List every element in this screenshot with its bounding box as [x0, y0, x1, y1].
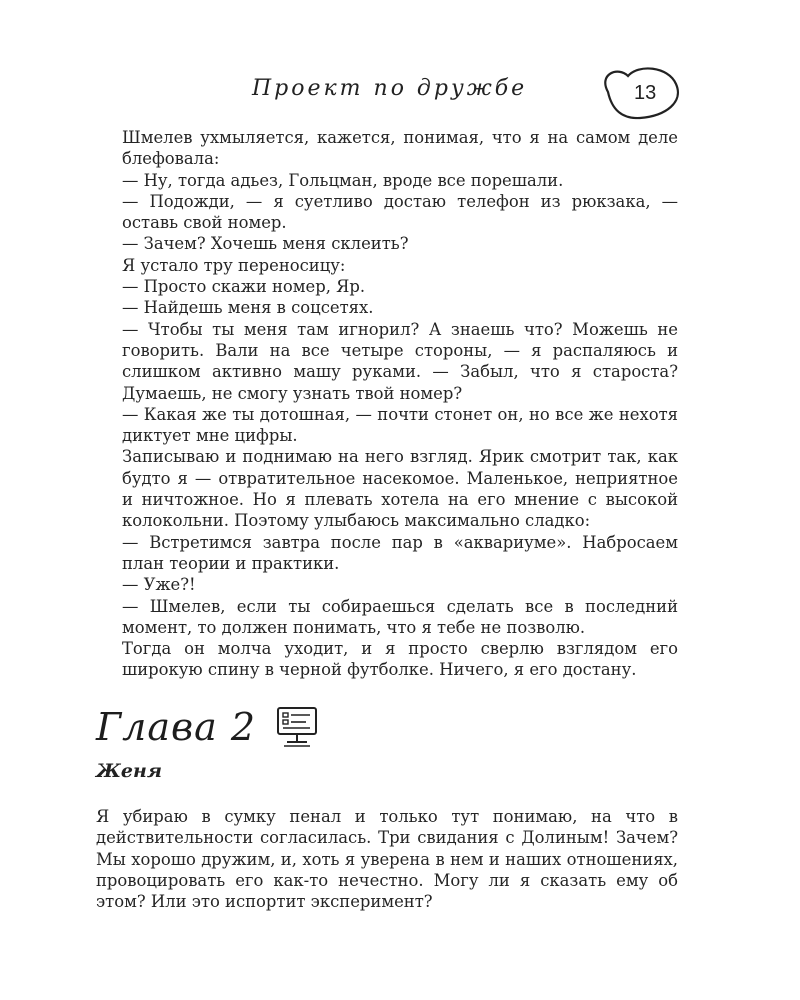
page-number-badge: [594, 62, 686, 122]
paragraph: — Встретимся завтра после пар в «аквариуме». Набросаем план теории и практики.: [122, 532, 678, 573]
paragraph: Тогда он молча уходит, и я просто сверлю взглядом его широкую спину в черной футболке. Ничего, я его достану.: [122, 639, 678, 680]
paragraph: — Чтобы ты меня там игнорил? А знаешь что? Можешь не говорить. Вали на все четыре стороны, — я распаляюсь и слишком активно машу руками. — Забыл, что я староста? Думаешь, не смогу узнать твой номер?: [122, 319, 678, 403]
paragraph: — Найдешь меня в соцсетях.: [122, 298, 374, 318]
chapter-heading: [96, 700, 320, 754]
chapter-pov: Женя: [96, 760, 162, 782]
running-title: Проект по дружбе: [252, 76, 528, 101]
paragraph: Я убираю в сумку пенал и только тут понимаю, на что в действительности согласилась. Три свидания с Долиным! Зачем? Мы хорошо дружим, и, хоть я уверена в нем и наших отношениях, провоцировать его как-то нечестно. Могу ли я сказать ему об этом? Или это испортит эксперимент?: [96, 807, 678, 912]
chapter-text: [96, 806, 678, 912]
paragraph: — Шмелев, если ты собираешься сделать все в последний момент, то должен понимать, что я тебе не позволю.: [122, 596, 678, 637]
paragraph: — Ну, тогда адьез, Гольцман, вроде все порешали.: [122, 170, 564, 190]
paragraph: — Просто скажи номер, Яр.: [122, 277, 366, 297]
main-text: [122, 127, 678, 681]
paragraph: — Зачем? Хочешь меня склеить?: [122, 234, 409, 254]
chapter-title: Глава 2: [96, 705, 257, 749]
paragraph: — Какая же ты дотошная, — почти стонет он, но все же нехотя диктует мне цифры.: [122, 404, 678, 446]
paragraph: — Подожди, — я суетливо достаю телефон из рюкзака, — оставь свой номер.: [122, 191, 678, 233]
computer-monitor-icon: [274, 704, 320, 750]
paragraph: — Уже?!: [122, 575, 196, 595]
paragraph: Записываю и поднимаю на него взгляд. Ярик смотрит так, как будто я — отвратительное насекомое. Маленькое, неприятное и ничтожное. Но я плевать хотела на его мнение с высокой колокольни. Поэтому улыбаюсь максимально сладко:: [122, 447, 678, 531]
paragraph: Я устало тру переносицу:: [122, 255, 346, 275]
page-number: 13: [634, 82, 657, 104]
paragraph: Шмелев ухмыляется, кажется, понимая, что я на самом деле блефовала:: [122, 128, 678, 169]
